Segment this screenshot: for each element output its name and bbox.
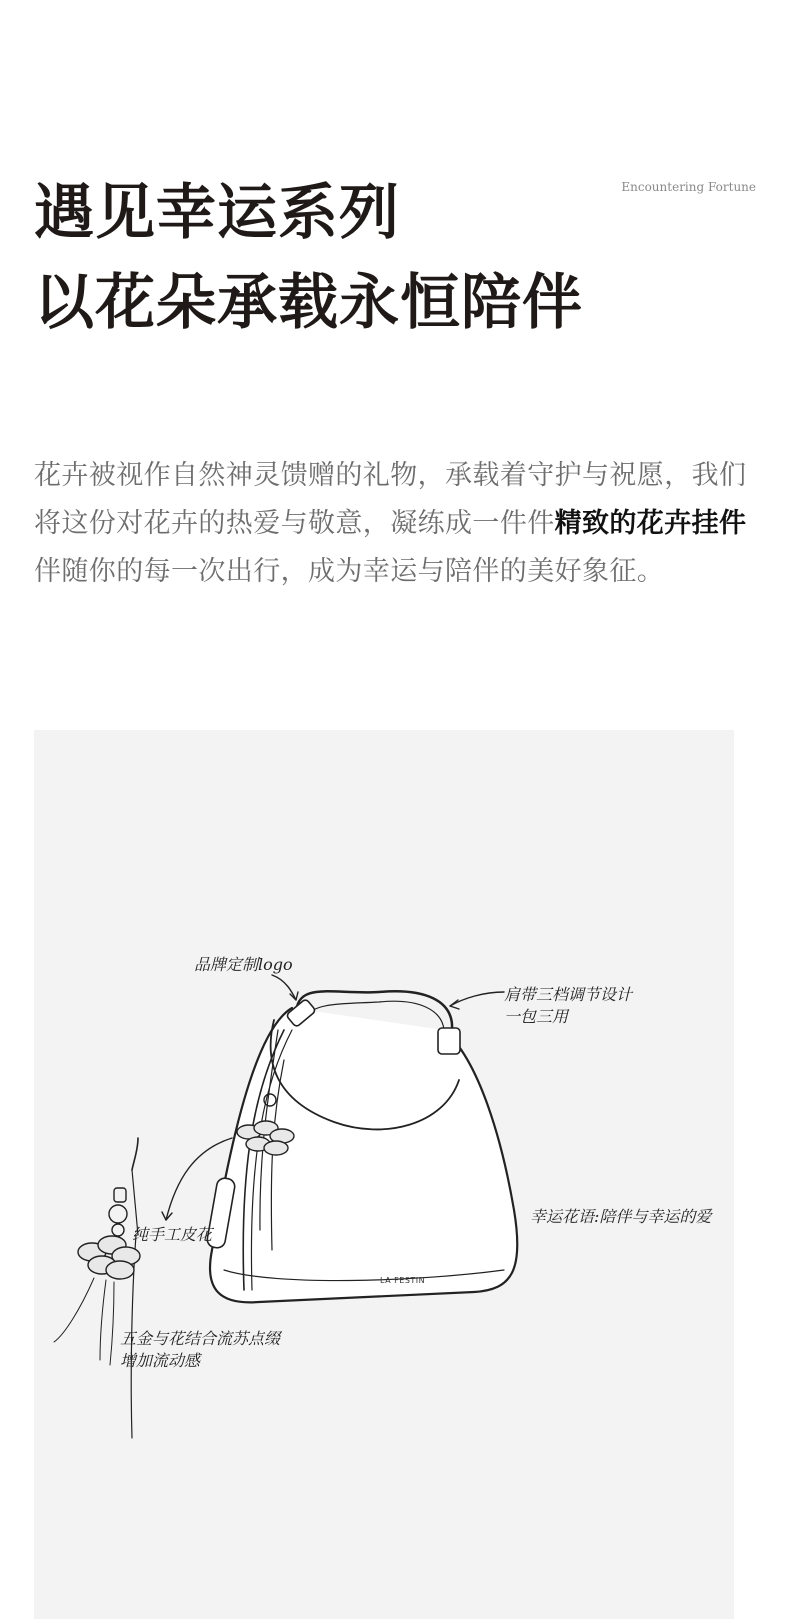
description-part-2: 伴随你的每一次出行，成为幸运与陪伴的美好象征。	[34, 556, 665, 587]
subtitle-english: Encountering Fortune	[621, 180, 756, 194]
headline-line-2: 以花朵承载永恒陪伴	[34, 268, 583, 338]
annotation-strap-line-2: 一包三用	[504, 1007, 569, 1026]
headline-line-1: 遇见幸运系列	[34, 178, 400, 248]
headline	[34, 168, 583, 348]
strap-arrow	[450, 992, 504, 1006]
bag-sketch-illustration	[34, 730, 734, 1619]
detached-flower-charm	[54, 1138, 140, 1438]
annotation-handmade: 纯手工皮花	[132, 1225, 213, 1244]
right-buckle	[438, 1028, 460, 1054]
annotation-strap-line-1: 肩带三档调节设计	[504, 985, 633, 1004]
annotation-hardware-line-2: 增加流动感	[120, 1351, 201, 1370]
annotation-hardware-line-1: 五金与花结合流苏点缀	[120, 1329, 281, 1348]
description-paragraph	[34, 452, 756, 596]
annotation-logo: 品牌定制logo	[194, 955, 293, 974]
bag-brand-logo: LA FESTIN	[380, 1276, 426, 1285]
annotation-flower-meaning: 幸运花语:陪伴与幸运的爱	[530, 1207, 712, 1226]
description-part-1: 花卉被视作自然神灵馈赠的礼物，承载着守护与祝愿，我们将这份对花卉的热爱与敬意，凝练成一件件	[34, 460, 747, 539]
product-sketch-figure	[34, 730, 734, 1619]
description-highlight: 精致的花卉挂件	[554, 508, 747, 539]
